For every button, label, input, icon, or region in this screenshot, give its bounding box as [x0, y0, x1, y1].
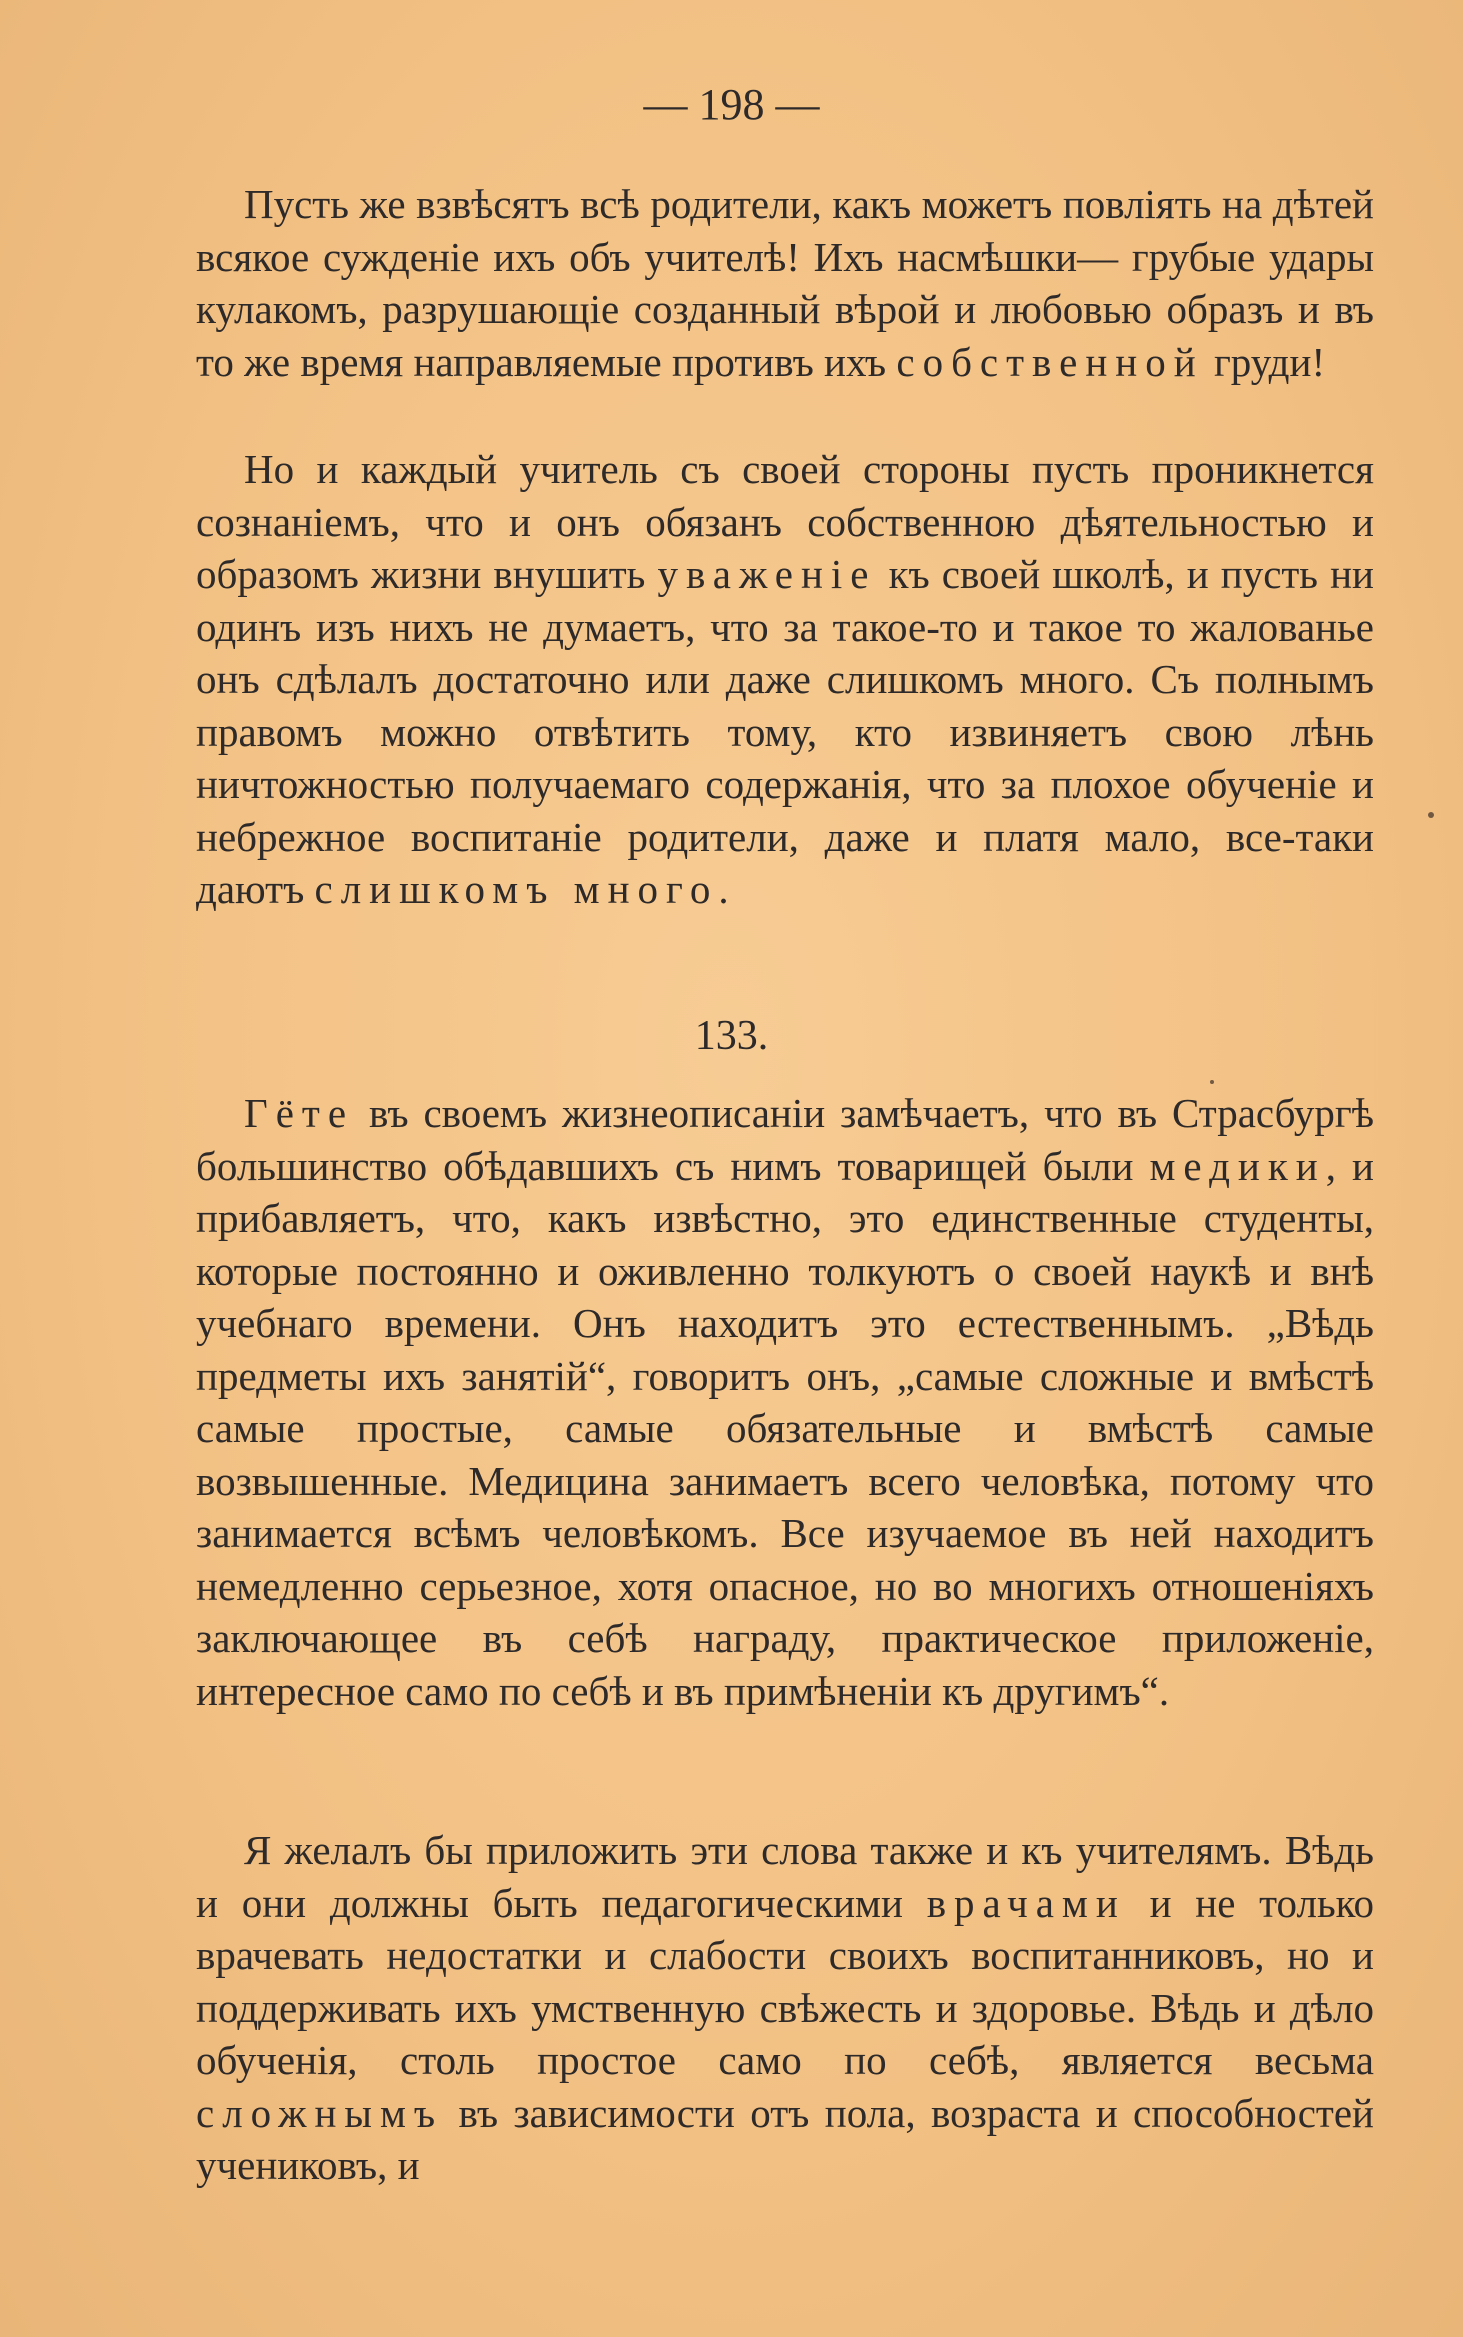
paragraph-4-emphasis-1: врачами: [926, 1879, 1126, 1926]
paragraph-4-text-a: Я желалъ бы приложить эти слова также и къ учителямъ. Вѣдь и они должны быть педагогическими: [196, 1827, 1374, 1926]
paragraph-4: [196, 1824, 1374, 2192]
paragraph-2-emphasis-1: уваженіе: [657, 551, 877, 597]
paragraph-3-text-d: , и прибавляетъ, что, какъ извѣстно, это единственные студенты, которые постоянно и оживленно толкуютъ о своей наукѣ и внѣ учебнаго времени. Онъ находитъ это естественнымъ. „Вѣдь предметы ихъ занятій“, говоритъ онъ, „самые сложные и вмѣстѣ самые простые, самые обязательные и вмѣстѣ самые возвышенные. Медицина занимаетъ всего человѣка, потому что занимается всѣмъ человѣкомъ. Все изучаемое въ ней находитъ немедленно серьезное, хотя опасное, но во многихъ отношеніяхъ заключающее въ себѣ награду, практическое приложеніе, интересное само по себѣ и въ примѣненіи къ другимъ“.: [196, 1142, 1374, 1714]
paragraph-2: [196, 443, 1374, 916]
paragraph-4-text-c: и не только врачевать недостатки и слабости своихъ воспитанниковъ, но и поддерживать ихъ умственную свѣжесть и здоровье. Вѣдь и дѣло обученія, столь простое само по себѣ, является весьма: [196, 1879, 1374, 2083]
paragraph-2-emphasis-2: слишкомъ много: [314, 866, 719, 912]
paragraph-2-text-e: .: [718, 866, 729, 912]
paragraph-4-emphasis-2: сложнымъ: [196, 2089, 444, 2136]
paragraph-3: [196, 1087, 1374, 1717]
paragraph-3-emphasis-2: медики: [1149, 1142, 1326, 1189]
paragraph-1-text-a: Пусть же взвѣсятъ всѣ родители, какъ можетъ повліять на дѣтей всякое сужденіе ихъ объ учителѣ! Ихъ насмѣшки— грубые удары кулакомъ, разрушающіе созданный вѣрой и любовью образъ и въ то же время направляемые противъ ихъ: [196, 181, 1374, 385]
ink-speck: [1210, 1080, 1214, 1084]
paragraph-1: [196, 178, 1374, 388]
paragraph-3-emphasis-1: Гёте: [244, 1090, 355, 1136]
ink-speck: [1428, 812, 1434, 818]
paragraph-4-text-e: въ зависимости отъ пола, возраста и способностей учениковъ, и: [196, 2089, 1374, 2188]
paragraph-1-text-c: груди!: [1203, 338, 1326, 385]
paragraph-2-text-c: къ своей школѣ, и пусть ни одинъ изъ нихъ не думаетъ, что за такое-то и такое то жалованье онъ сдѣлалъ достаточно или даже слишкомъ много. Съ полнымъ правомъ можно отвѣтить тому, кто извиняетъ свою лѣнь ничтожностью получаемаго содержанія, что за плохое обученіе и небрежное воспитаніе родители, даже и платя мало, все-таки даютъ: [196, 551, 1374, 912]
section-number: 133.: [694, 1013, 769, 1059]
paragraph-3-text-b: въ своемъ жизнеописаніи замѣчаетъ, что въ Страсбургѣ большинство обѣдавшихъ съ нимъ товарищей были: [196, 1090, 1374, 1189]
paragraph-2-text-a: Но и каждый учитель съ своей стороны пусть проникнется сознаніемъ, что и онъ обязанъ собственною дѣятельностью и образомъ жизни внушить: [196, 446, 1374, 597]
page-number: — 198 —: [643, 80, 820, 129]
paragraph-1-emphasis: собственной: [896, 338, 1204, 385]
